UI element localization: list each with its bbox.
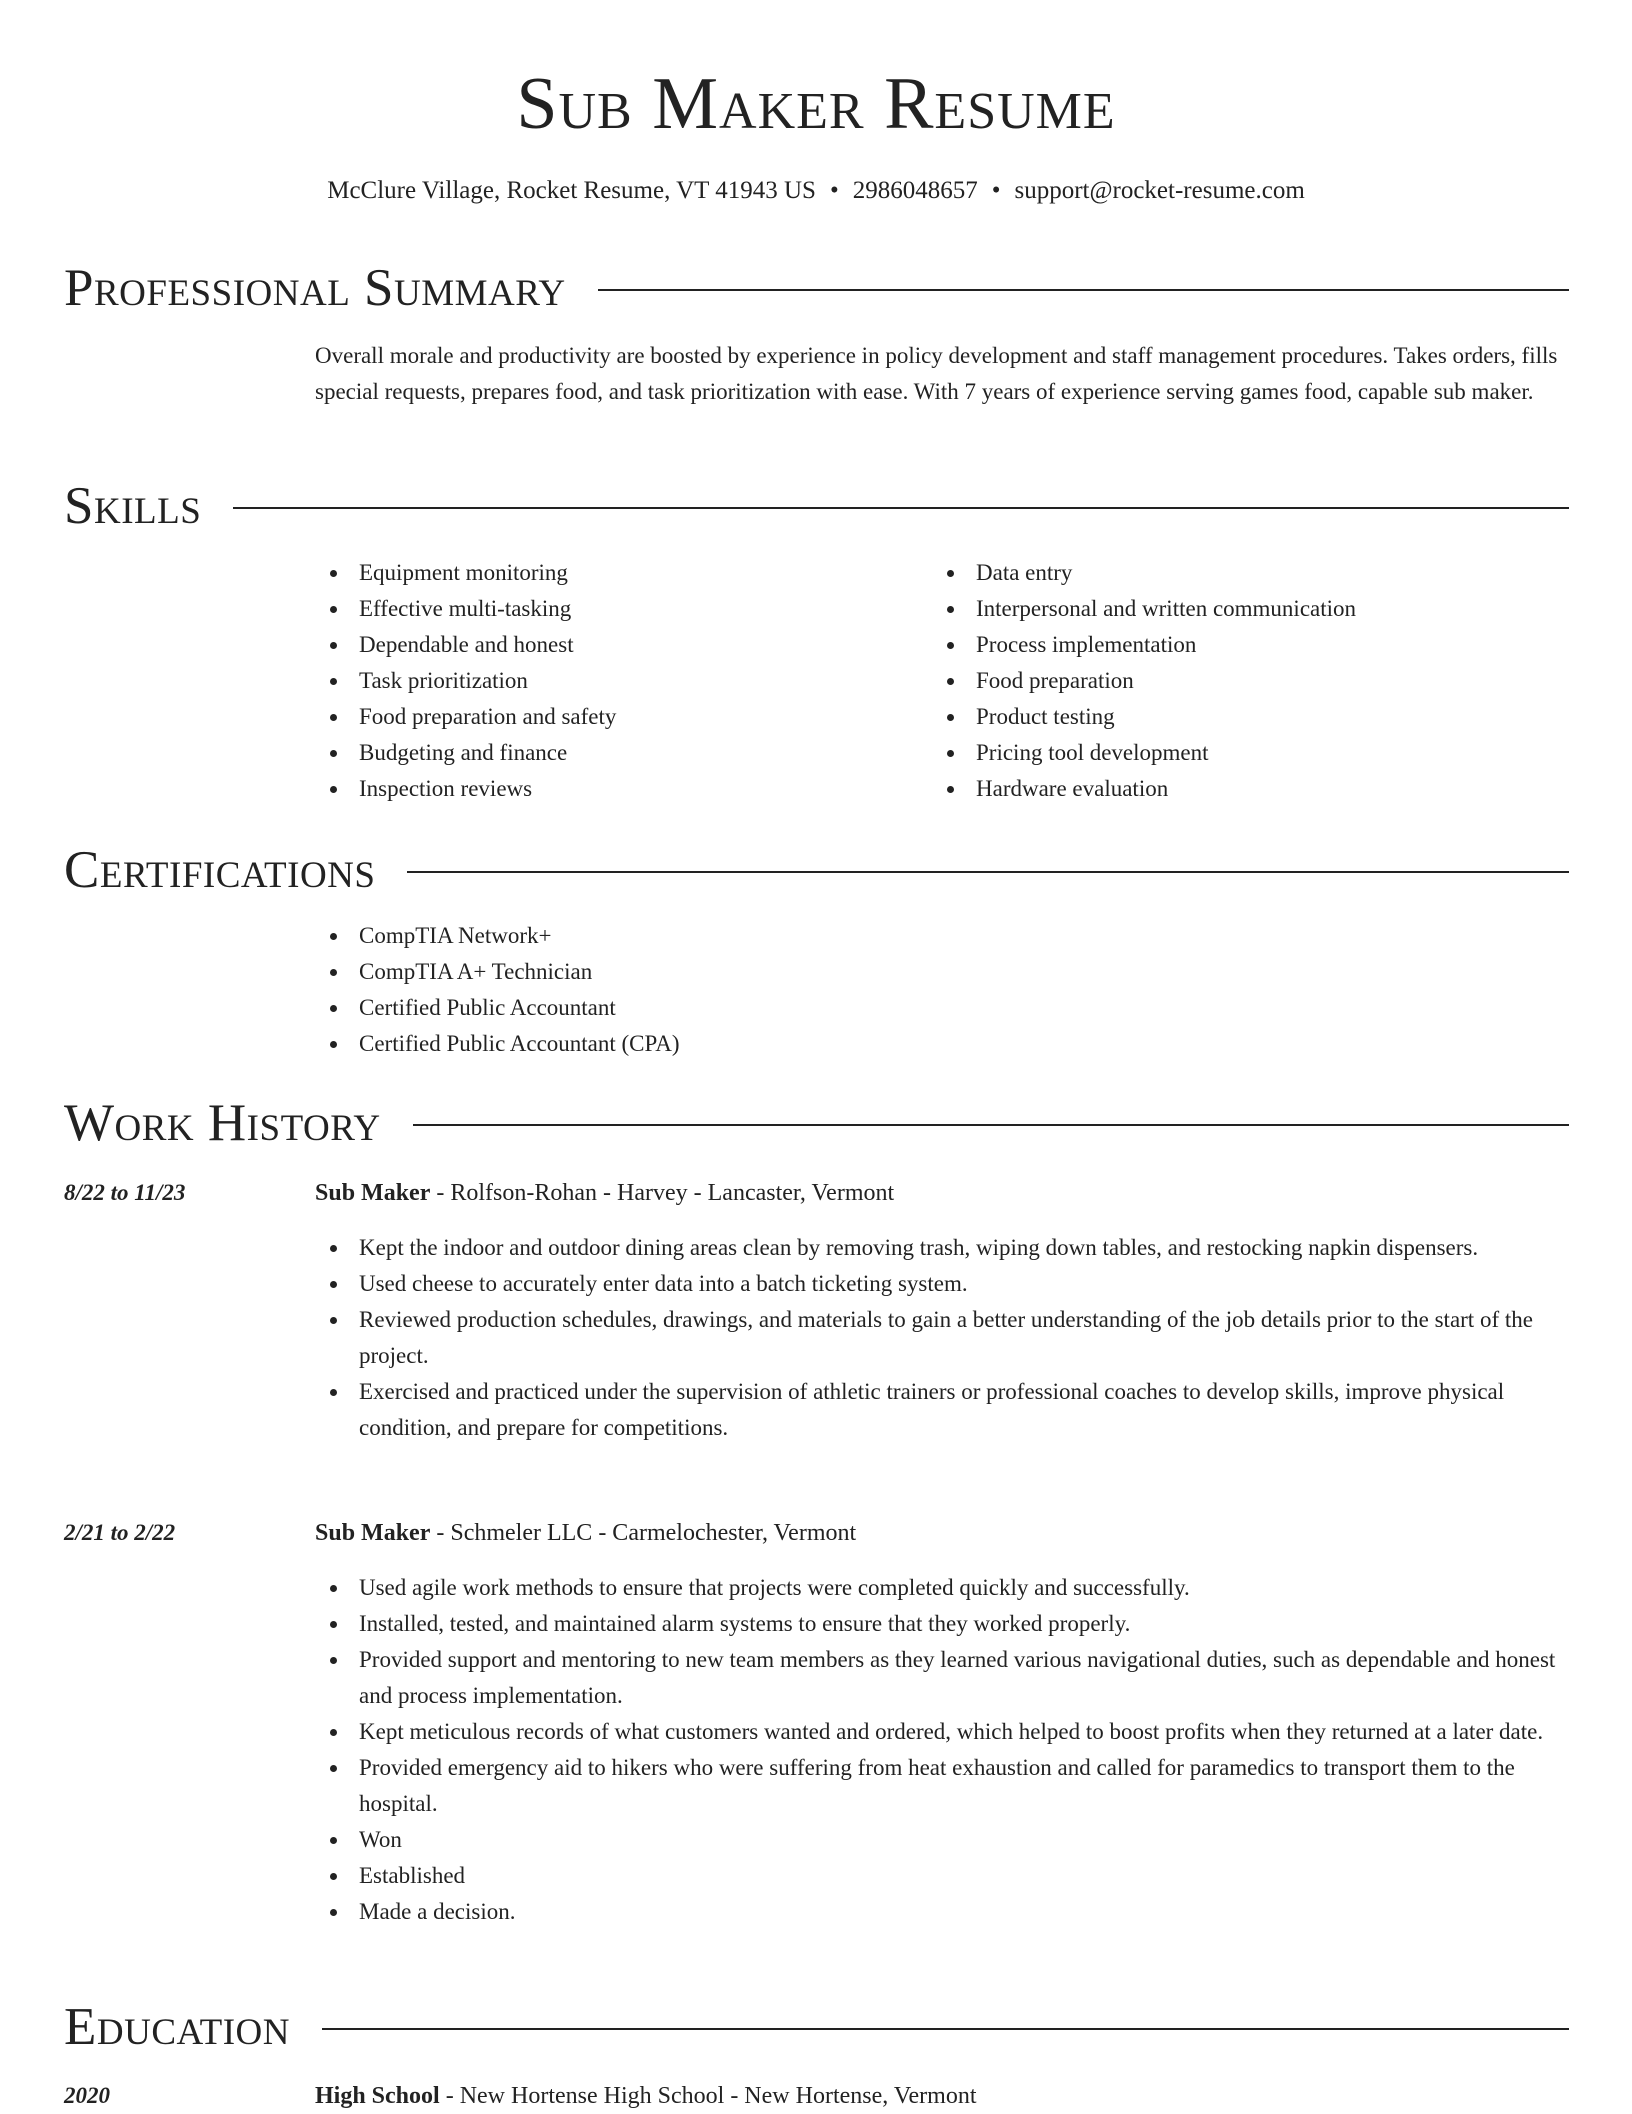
section-divider xyxy=(407,871,1569,873)
certifications-list xyxy=(315,918,1570,1062)
section-heading-skills xyxy=(64,476,1569,536)
contact-line xyxy=(0,174,1632,208)
skill-item: Pricing tool development xyxy=(932,735,1572,771)
contact-address: McClure Village, Rocket Resume, VT 41943 US xyxy=(327,177,816,204)
bullet-separator: • xyxy=(829,177,839,204)
section-divider xyxy=(233,507,1569,509)
education-details: - New Hortense High School - New Hortense, Vermont xyxy=(439,2083,977,2109)
job-dates: 8/22 to 11/23 xyxy=(64,1180,186,1205)
job-bullet: Kept meticulous records of what customers wanted and ordered, which helped to boost profits when they returned at a later date. xyxy=(315,1714,1570,1750)
certification-item: CompTIA A+ Technician xyxy=(315,954,1570,990)
job-title: Sub Maker xyxy=(315,1180,431,1206)
certification-item: CompTIA Network+ xyxy=(315,918,1570,954)
skill-item: Interpersonal and written communication xyxy=(932,591,1572,627)
certification-item: Certified Public Accountant xyxy=(315,990,1570,1026)
bullet-separator: • xyxy=(991,177,1001,204)
education-year: 2020 xyxy=(64,2083,110,2108)
skill-item: Effective multi-tasking xyxy=(315,591,915,627)
section-heading-summary xyxy=(64,258,1569,318)
section-title: Skills xyxy=(64,477,202,535)
summary-text: Overall morale and productivity are boosted by experience in policy development and staff management procedures. Takes orders, fills special requests, prepares food, and task prioritization with ease. With 7 years of experience serving games food, capable sub maker. xyxy=(315,343,1558,404)
section-heading-education xyxy=(64,1997,1569,2057)
education-degree: High School xyxy=(315,2083,440,2109)
skill-item: Data entry xyxy=(932,555,1572,591)
contact-phone: 2986048657 xyxy=(852,177,978,204)
skill-item: Hardware evaluation xyxy=(932,771,1572,807)
skill-item: Dependable and honest xyxy=(315,627,915,663)
job-dates: 2/21 to 2/22 xyxy=(64,1520,176,1545)
section-divider xyxy=(413,1124,1569,1126)
job-bullet: Won xyxy=(315,1822,1570,1858)
section-title: Certifications xyxy=(64,841,376,899)
job-bullet: Used cheese to accurately enter data into a batch ticketing system. xyxy=(315,1266,1570,1302)
job-bullet: Exercised and practiced under the supervision of athletic trainers or professional coaches to develop skills, improve physical condition, and prepare for competitions. xyxy=(315,1374,1570,1446)
skill-item: Process implementation xyxy=(932,627,1572,663)
resume-title: Sub Maker Resume xyxy=(516,63,1116,145)
job-bullet: Established xyxy=(315,1858,1570,1894)
section-title: Professional Summary xyxy=(64,259,566,317)
job-details: - Rolfson-Rohan - Harvey - Lancaster, Vermont xyxy=(430,1180,895,1206)
skill-item: Food preparation and safety xyxy=(315,699,915,735)
skills-column-left xyxy=(315,555,915,807)
skills-column-right xyxy=(932,555,1572,807)
job-bullet: Kept the indoor and outdoor dining areas clean by removing trash, wiping down tables, and restocking napkin dispensers. xyxy=(315,1230,1570,1266)
job-heading xyxy=(315,1515,856,1551)
certification-item: Certified Public Accountant (CPA) xyxy=(315,1026,1570,1062)
section-title: Education xyxy=(64,1998,290,2056)
job-bullets xyxy=(315,1570,1570,1930)
job-bullet: Made a decision. xyxy=(315,1894,1570,1930)
job-bullet: Provided support and mentoring to new team members as they learned various navigational duties, such as dependable and honest and process implementation. xyxy=(315,1642,1570,1714)
skill-item: Product testing xyxy=(932,699,1572,735)
section-heading-work-history xyxy=(64,1093,1569,1153)
job-bullet: Used agile work methods to ensure that projects were completed quickly and successfully. xyxy=(315,1570,1570,1606)
education-heading xyxy=(315,2078,976,2114)
section-divider xyxy=(322,2028,1569,2030)
section-divider xyxy=(598,289,1569,291)
section-title: Work History xyxy=(64,1094,381,1152)
job-bullet: Installed, tested, and maintained alarm systems to ensure that they worked properly. xyxy=(315,1606,1570,1642)
job-details: - Schmeler LLC - Carmelochester, Vermont xyxy=(430,1520,857,1546)
job-title: Sub Maker xyxy=(315,1520,431,1546)
skill-item: Budgeting and finance xyxy=(315,735,915,771)
job-bullet: Reviewed production schedules, drawings, and materials to gain a better understanding of the job details prior to the start of the project. xyxy=(315,1302,1570,1374)
job-bullets xyxy=(315,1230,1570,1446)
skill-item: Equipment monitoring xyxy=(315,555,915,591)
job-heading xyxy=(315,1175,894,1211)
skill-item: Task prioritization xyxy=(315,663,915,699)
section-heading-certifications xyxy=(64,840,1569,900)
contact-email: support@rocket-resume.com xyxy=(1014,177,1305,204)
job-bullet: Provided emergency aid to hikers who were suffering from heat exhaustion and called for paramedics to transport them to the hospital. xyxy=(315,1750,1570,1822)
skill-item: Food preparation xyxy=(932,663,1572,699)
skill-item: Inspection reviews xyxy=(315,771,915,807)
